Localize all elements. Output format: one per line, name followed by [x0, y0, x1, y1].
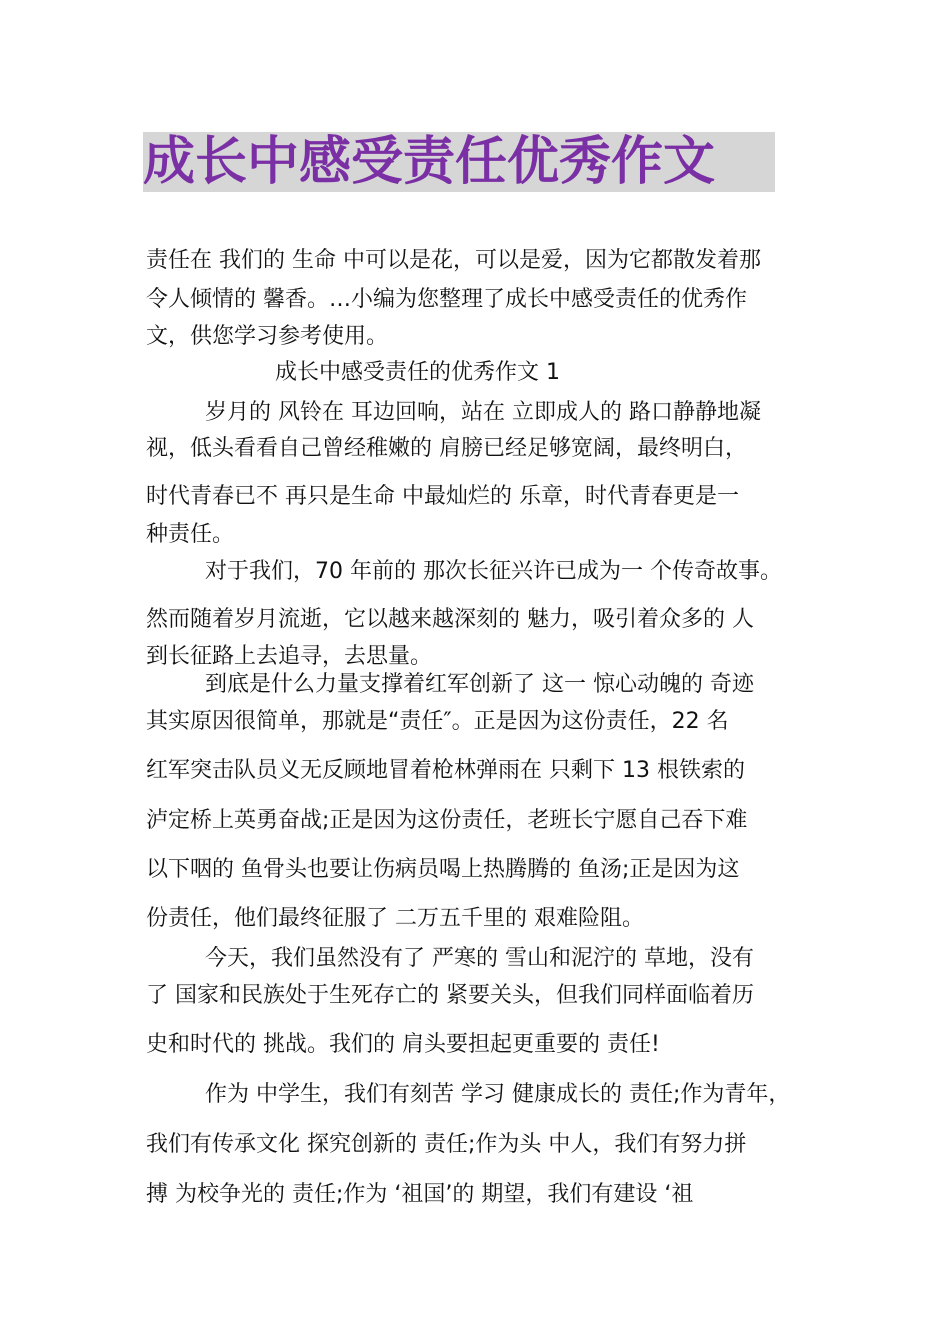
text-line: 令人倾情的 馨香。…小编为您整理了成长中感受责任的优秀作 [146, 287, 747, 312]
text-line: 以下咽的 鱼骨头也要让伤病员喝上热腾腾的 鱼汤;正是因为这 [146, 857, 740, 882]
section-heading: 成长中感受责任的优秀作文 1 [275, 360, 560, 385]
text-line: 文，供您学习参考使用。 [146, 324, 389, 349]
text-line: 我们有传承文化 探究创新的 责任;作为头 中人，我们有努力拼 [146, 1132, 747, 1157]
document-title: 成长中感受责任优秀作文 [143, 132, 716, 192]
text-line: 到长征路上去追寻，去思量。 [146, 644, 433, 669]
text-line: 视，低头看看自己曾经稚嫩的 肩膀已经足够宽阔，最终明白， [146, 436, 747, 461]
text-line: 今天，我们虽然没有了 严寒的 雪山和泥泞的 草地，没有 [205, 946, 754, 971]
text-line: 搏 为校争光的 责任;作为 ‘祖国’的 期望，我们有建设 ‘祖 [146, 1182, 694, 1207]
text-line: 史和时代的 挑战。我们的 肩头要担起更重要的 责任! [146, 1032, 660, 1057]
text-line: 时代青春已不 再只是生命 中最灿烂的 乐章，时代青春更是一 [146, 484, 739, 509]
text-line: 其实原因很简单，那就是“责任″。正是因为这份责任，22 名 [146, 709, 729, 734]
text-line: 份责任，他们最终征服了 二万五千里的 艰难险阻。 [146, 906, 644, 931]
text-line: 对于我们，70 年前的 那次长征兴许已成为一 个传奇故事。 [205, 559, 782, 584]
text-line: 作为 中学生，我们有刻苦 学习 健康成长的 责任;作为青年， [205, 1082, 791, 1107]
text-line: 泸定桥上英勇奋战;正是因为这份责任，老班长宁愿自己吞下难 [146, 808, 748, 833]
text-line: 了 国家和民族处于生死存亡的 紧要关头，但我们同样面临着历 [146, 983, 754, 1008]
text-line: 然而随着岁月流逝，它以越来越深刻的 魅力，吸引着众多的 人 [146, 607, 754, 632]
text-line: 到底是什么力量支撑着红军创新了 这一 惊心动魄的 奇迹 [205, 672, 754, 697]
text-line: 岁月的 风铃在 耳边回响，站在 立即成人的 路口静静地凝 [205, 400, 761, 425]
text-line: 种责任。 [146, 522, 235, 547]
text-line: 责任在 我们的 生命 中可以是花，可以是爱，因为它都散发着那 [146, 248, 761, 273]
text-line: 红军突击队员义无反顾地冒着枪林弹雨在 只剩下 13 根铁索的 [146, 758, 745, 783]
